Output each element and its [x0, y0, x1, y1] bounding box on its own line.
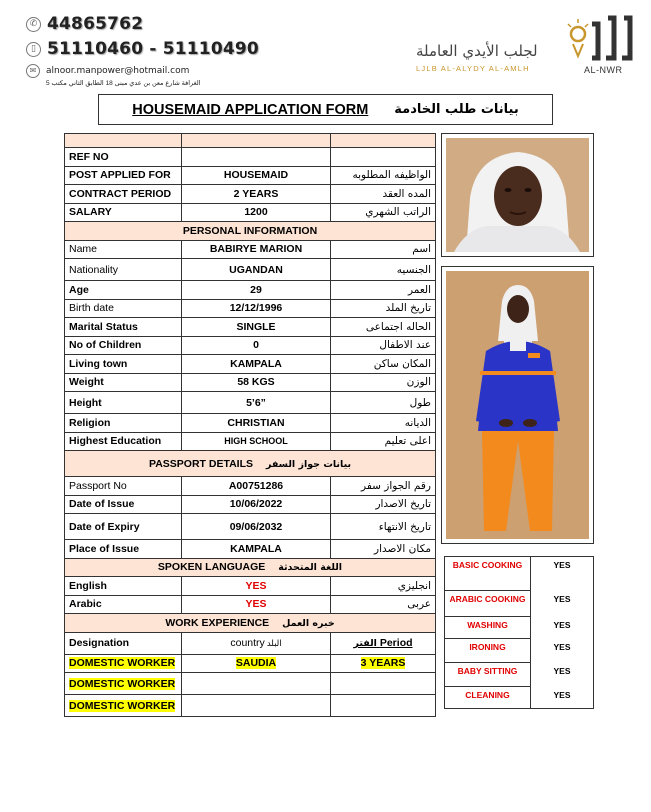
children-label: No of Children	[65, 336, 182, 355]
age-value: 29	[182, 281, 331, 300]
table-row	[65, 355, 436, 374]
age-arabic: العمر	[331, 281, 436, 300]
marital-arabic: الحاله اجتماعى	[331, 318, 436, 337]
salary-value: 1200	[182, 203, 331, 222]
living-value: KAMPALA	[182, 355, 331, 374]
email-icon: ✉	[26, 64, 40, 78]
period-header-arabic: الفتر	[353, 638, 377, 649]
height-label: Height	[65, 392, 182, 414]
skill-value: YES	[553, 665, 571, 676]
table-row	[65, 695, 436, 717]
skill-row	[445, 639, 594, 663]
logo-brand-text: AL-NWR	[584, 65, 623, 75]
table-row	[65, 281, 436, 300]
birth-label: Birth date	[65, 299, 182, 318]
work-designation-2: DOMESTIC WORKER	[69, 677, 176, 690]
salary-arabic: الراتب الشهري	[331, 203, 436, 222]
work-period-2	[331, 673, 436, 695]
passport-label: Passport No	[65, 477, 182, 496]
work-period-1: 3 YEARS	[360, 657, 406, 670]
issue-date-label: Date of Issue	[65, 495, 182, 514]
work-designation-3: DOMESTIC WORKER	[69, 699, 176, 712]
name-arabic: اسم	[331, 240, 436, 259]
section-title: SPOKEN LANGUAGE	[157, 561, 266, 574]
section-title: PASSPORT DETAILS	[148, 457, 254, 470]
country-header: country	[230, 637, 265, 649]
email-address: alnoor.manpower@hotmail.com	[46, 66, 190, 76]
phone-number-2: 51110460 - 51110490	[47, 39, 259, 59]
section-title-arabic: بيانات جواز السفر	[265, 458, 352, 470]
table-row	[65, 477, 436, 496]
section-header-language	[65, 558, 436, 577]
header-cell	[182, 134, 331, 148]
name-value: BABIRYE MARION	[182, 240, 331, 259]
form-title-english: HOUSEMAID APPLICATION FORM	[132, 101, 369, 118]
skill-name: BASIC COOKING	[445, 557, 531, 591]
face-photo	[441, 133, 594, 257]
issue-date-value: 10/06/2022	[182, 495, 331, 514]
age-label: Age	[65, 281, 182, 300]
ref-arabic	[331, 148, 436, 167]
nationality-arabic: الجنسيه	[331, 259, 436, 281]
weight-label: Weight	[65, 373, 182, 392]
issue-date-arabic: تاريخ الاصدار	[331, 495, 436, 514]
living-label: Living town	[65, 355, 182, 374]
skill-name: ARABIC COOKING	[445, 591, 531, 617]
logo-arabic-text: لجلب الأيدي العاملة	[416, 42, 538, 60]
header-cell	[331, 134, 436, 148]
country-header-arabic: البلد	[266, 639, 282, 649]
contact-block	[26, 14, 259, 78]
section-title-arabic: اللغة المتحدثة	[278, 562, 343, 574]
contract-label: CONTRACT PERIOD	[65, 185, 182, 204]
table-row	[65, 654, 436, 673]
passport-value: A00751286	[182, 477, 331, 496]
skill-value: YES	[553, 619, 571, 630]
period-header: Period	[379, 637, 413, 649]
issue-place-label: Place of Issue	[65, 540, 182, 559]
height-arabic: طول	[331, 392, 436, 414]
application-form-table	[64, 133, 436, 717]
skill-row	[445, 687, 594, 709]
table-row	[65, 166, 436, 185]
table-row	[65, 240, 436, 259]
skill-value: YES	[553, 593, 571, 604]
post-value: HOUSEMAID	[182, 166, 331, 185]
salary-label: SALARY	[65, 203, 182, 222]
logo-mark-icon	[562, 14, 642, 64]
mobile-icon: ▯	[26, 42, 41, 57]
ref-value	[182, 148, 331, 167]
skill-row	[445, 663, 594, 687]
table-row	[65, 373, 436, 392]
table-row	[65, 299, 436, 318]
passport-arabic: رقم الجواز سفر	[331, 477, 436, 496]
arabic-arabic: عربى	[331, 595, 436, 614]
table-row	[65, 318, 436, 337]
ref-label: REF NO	[65, 148, 182, 167]
work-country-3	[182, 695, 331, 717]
phone-icon: ✆	[26, 17, 41, 32]
arabic-label: Arabic	[65, 595, 182, 614]
table-row	[65, 392, 436, 414]
skill-value: YES	[553, 560, 571, 570]
english-arabic: انجليزي	[331, 577, 436, 596]
form-title-arabic: بيانات طلب الخادمة	[394, 102, 519, 117]
weight-arabic: الوزن	[331, 373, 436, 392]
living-arabic: المكان ساكن	[331, 355, 436, 374]
children-value: 0	[182, 336, 331, 355]
height-value: 5’6”	[182, 392, 331, 414]
section-title: PERSONAL INFORMATION	[65, 222, 436, 241]
issue-place-arabic: مكان الاصدار	[331, 540, 436, 559]
education-value: HIGH SCHOOL	[182, 432, 331, 451]
table-row	[65, 414, 436, 433]
weight-value: 58 KGS	[182, 373, 331, 392]
english-value: YES	[182, 577, 331, 596]
section-title: WORK EXPERIENCE	[165, 616, 270, 629]
table-row	[65, 540, 436, 559]
form-title	[98, 94, 553, 125]
work-designation-1: DOMESTIC WORKER	[69, 657, 176, 670]
full-body-photo	[441, 266, 594, 544]
birth-value: 12/12/1996	[182, 299, 331, 318]
table-row	[65, 336, 436, 355]
post-arabic: الواظيفه المطلوبه	[331, 166, 436, 185]
education-label: Highest Education	[65, 432, 182, 451]
nationality-value: UGANDAN	[182, 259, 331, 281]
work-header-row	[65, 632, 436, 654]
table-row	[65, 673, 436, 695]
table-row	[65, 148, 436, 167]
phone-number-1: 44865762	[47, 14, 144, 34]
table-row	[65, 432, 436, 451]
religion-label: Religion	[65, 414, 182, 433]
marital-label: Marital Status	[65, 318, 182, 337]
section-title-arabic: خبره العمل	[282, 617, 335, 629]
table-row	[65, 185, 436, 204]
table-row	[65, 577, 436, 596]
section-header-work	[65, 614, 436, 633]
expiry-label: Date of Expiry	[65, 514, 182, 540]
table-header-row	[65, 134, 436, 148]
skills-table	[444, 556, 594, 709]
skill-row	[445, 591, 594, 617]
religion-value: CHRISTIAN	[182, 414, 331, 433]
skill-row	[445, 557, 594, 591]
table-row	[65, 595, 436, 614]
skill-row	[445, 617, 594, 639]
section-header-passport	[65, 451, 436, 477]
english-label: English	[65, 577, 182, 596]
skill-name: CLEANING	[445, 687, 531, 709]
header-cell	[65, 134, 182, 148]
issue-place-value: KAMPALA	[182, 540, 331, 559]
contract-arabic: المده العقد	[331, 185, 436, 204]
table-row	[65, 203, 436, 222]
office-address: الغرافة شارع معن بن عدي مبنى 18 الطابق الثاني مكتب 5	[46, 80, 201, 87]
skill-name: WASHING	[445, 617, 531, 639]
work-period-3	[331, 695, 436, 717]
logo-english-text: LJLB AL-ALYDY AL-AMLH	[416, 64, 530, 73]
skill-name: BABY SITTING	[445, 663, 531, 687]
table-row	[65, 514, 436, 540]
table-row	[65, 259, 436, 281]
expiry-value: 09/06/2032	[182, 514, 331, 540]
table-row	[65, 495, 436, 514]
children-arabic: عند الاطفال	[331, 336, 436, 355]
birth-arabic: تاريخ الملد	[331, 299, 436, 318]
name-label: Name	[65, 240, 182, 259]
skill-value: YES	[553, 689, 571, 700]
work-country-1: SAUDIA	[235, 657, 277, 670]
company-logo	[408, 14, 643, 78]
designation-header: Designation	[65, 632, 182, 654]
nationality-label: Nationality	[65, 259, 182, 281]
religion-arabic: الديانه	[331, 414, 436, 433]
skill-value: YES	[553, 641, 571, 652]
work-country-2	[182, 673, 331, 695]
post-label: POST APPLIED FOR	[65, 166, 182, 185]
skill-name: IRONING	[445, 639, 531, 663]
marital-value: SINGLE	[182, 318, 331, 337]
arabic-value: YES	[182, 595, 331, 614]
section-header-personal	[65, 222, 436, 241]
expiry-arabic: تاريخ الانتهاء	[331, 514, 436, 540]
contract-value: 2 YEARS	[182, 185, 331, 204]
education-arabic: اعلى تعليم	[331, 432, 436, 451]
